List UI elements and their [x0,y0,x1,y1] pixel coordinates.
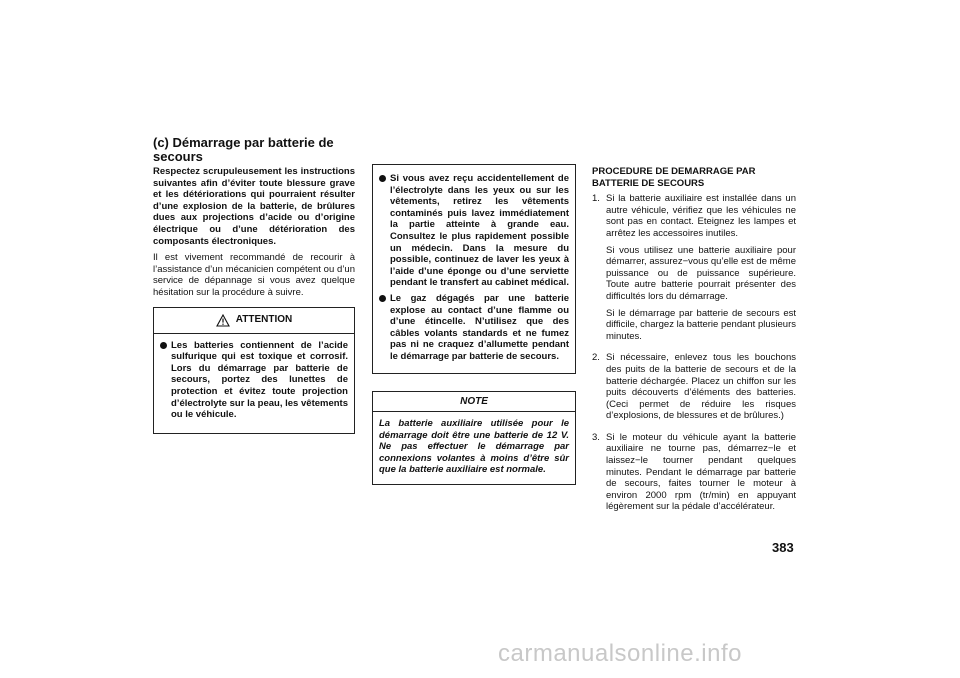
step-body [606,432,796,518]
intro-advice-text: Il est vivement recommandé de recourir à l’assistance d’un mécanicien compétent ou d’un service de dépannage si vous avez quelque hésitation sur la procédure à suivre. [153,252,355,298]
column-middle [372,164,576,485]
procedure-steps [592,193,796,518]
warning-bullet-2-text: Le gaz dégagés par une batterie explose au contact d’une flamme ou d’une étincelle. N’utilisez que des câbles volants standards et ne fumez pas ni ne craquez d’allumette pendant le démarrage par batterie de secours. [390,292,569,362]
step-paragraph: Si le moteur du véhicule ayant la batterie auxiliaire ne tourne pas, démarrez−le et laissez−le tourner pendant quelques minutes. Pendant le démarrage par batterie de secours, faites tourner le moteur à environ 2000 rpm (tr/min) en appuyant légèrement sur la pédale d’accélérateur. [606,431,796,513]
step-body [606,193,796,347]
step-number: 3. [592,431,600,443]
procedure-step [592,432,796,518]
intro-warning-text: Respectez scrupuleusement les instructions suivantes afin d’éviter toute blessure grave et les détériorations qui pourraient résulter d’une explosion de la batterie, de brûlures dues aux projections d’acide ou d’origine électrique ou d’une détérioration des composants électroniques. [153,166,355,247]
procedure-title: PROCEDURE DE DEMARRAGE PAR BATTERIE DE SECOURS [592,166,756,189]
procedure-step [592,193,796,347]
warning-bullet-1-text: Si vous avez reçu accidentellement de l’électrolyte dans les yeux ou sur les vêtements, retirez les vêtements contaminés puis lavez immédiatement la partie atteinte à grande eau. Consultez le plus rapidement possible un médecin. Dans la mesure du possible, continuez de laver les yeux à l’aide d’une éponge ou d’une serviette pendant le transfert au cabinet médical. [390,173,569,289]
note-text: La batterie auxiliaire utilisée pour le démarrage doit être une batterie de 12 V. Ne pas effectuer le démarrage par connexions volantes à moins d’être sûr que la batterie auxiliaire est normale. [379,418,569,476]
attention-bullet-text: Les batteries contiennent de l’acide sulfurique qui est toxique et corrosif. Lors du démarrage par batterie de secours, portez des lunettes de protection et évitez toute projection d’électrolyte sur la peau, les vêtements ou le véhicule. [171,339,348,421]
attention-box [153,307,355,434]
section-heading: (c) Démarrage par batterie de secours [153,135,334,164]
step-number: 2. [592,352,600,364]
step-paragraph: Si nécessaire, enlevez tous les bouchons des puits de la batterie de secours et de la batterie déchargée. Placez un chiffon sur les puits découverts d’éléments des batteries. (Ceci permet de réduire les risques d’explosions, de blessures et de brûlures.) [606,352,796,422]
attention-divider [154,333,354,334]
bullet-dot-icon [160,342,167,349]
note-title: NOTE [373,392,575,413]
column-right [592,166,796,523]
procedure-step [592,352,796,427]
column-left [153,166,355,434]
attention-bullet [160,340,348,421]
page-number: 383 [772,540,794,555]
step-paragraph: Si le démarrage par batterie de secours est difficile, chargez la batterie pendant plusieurs minutes. [606,307,796,342]
step-paragraph: Si la batterie auxiliaire est installée dans un autre véhicule, vérifiez que les véhicules ne sont pas en contact. Eteignez les lampes et arrêtez les accessoires inutiles. [606,193,796,239]
bullet-dot-icon [379,295,386,302]
step-body [606,352,796,427]
attention-header [160,314,348,327]
warning-triangle-icon [216,314,230,327]
attention-title: ATTENTION [235,314,293,326]
warning-bullet-2 [379,293,569,363]
warning-bullet-1 [379,173,569,289]
warning-continued-box [372,164,576,374]
bullet-dot-icon [379,175,386,182]
note-box [372,391,576,486]
step-number: 1. [592,193,600,205]
watermark: carmanualsonline.info [498,640,742,667]
step-paragraph: Si vous utilisez une batterie auxiliaire pour démarrer, assurez−vous qu’elle est de même puissance ou de puissance supérieure. Toute autre batterie pourrait présenter des difficultés lors du démarrage. [606,244,796,302]
